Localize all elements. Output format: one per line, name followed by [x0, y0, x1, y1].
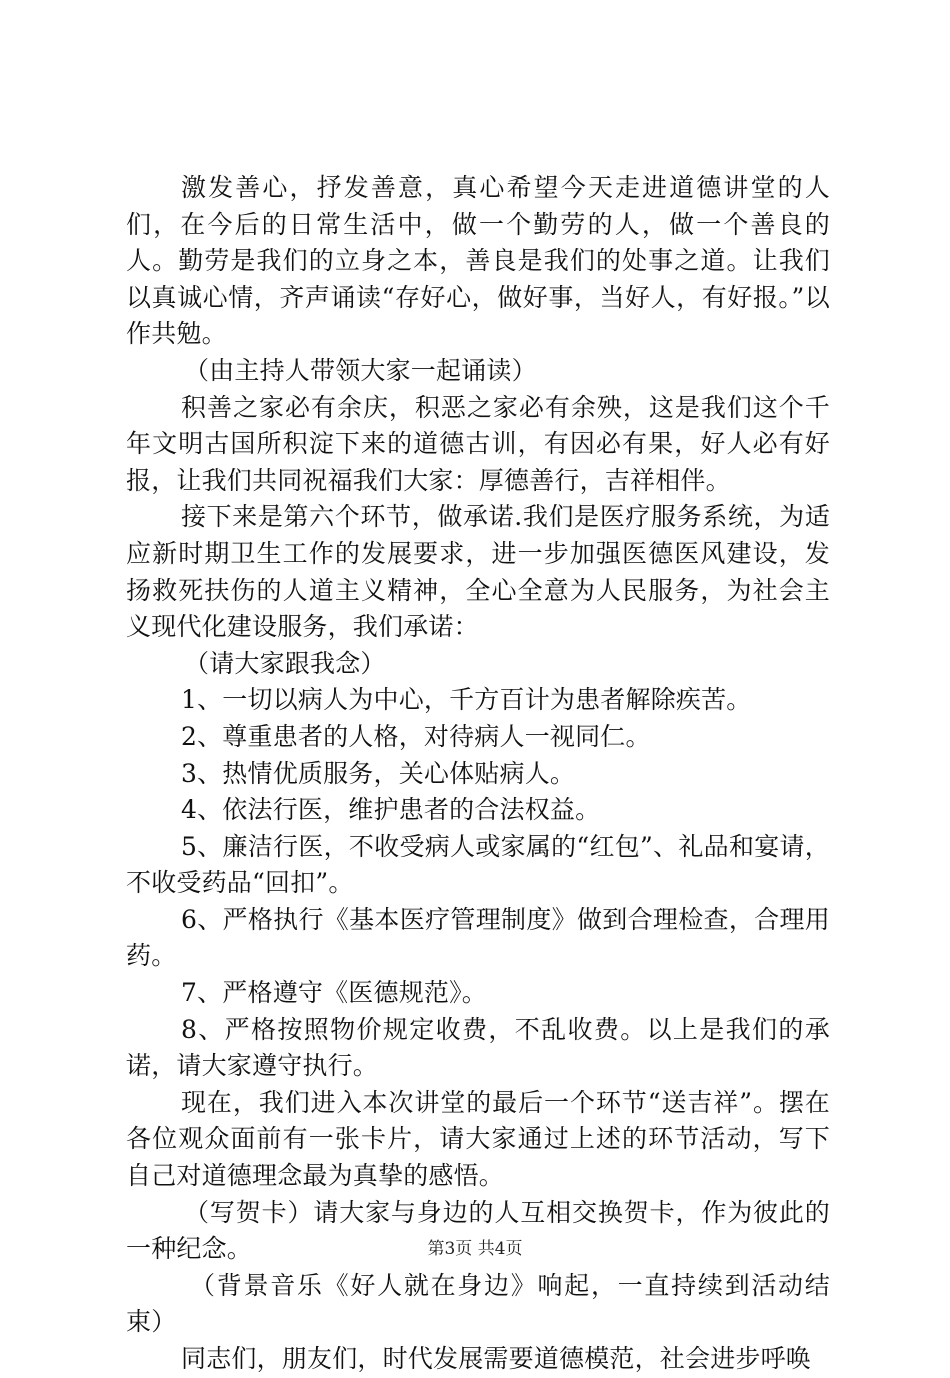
- pledge-item-2: 2、尊重患者的人格，对待病人一视同仁。: [181, 721, 651, 751]
- pledge-item-7: 7、严格遵守《医德规范》。: [181, 978, 488, 1008]
- pledge-item-8: 8、严格按照物价规定收费，不乱收费。以上是我们的承诺，请大家遵守执行。: [126, 1014, 830, 1081]
- paragraph-host-leads-reading: （由主持人带领大家一起诵读）: [184, 355, 537, 385]
- pledge-item-1: 1、一切以病人为中心，千方百计为患者解除疾苦。: [181, 685, 752, 715]
- pledge-item-3: 3、热情优质服务，关心体贴病人。: [181, 758, 576, 788]
- paragraph-background-music: （背景音乐《好人就在身边》响起，一直持续到活动结束）: [126, 1270, 830, 1337]
- paragraph-final-section: 现在，我们进入本次讲堂的最后一个环节“送吉祥”。摆在各位观众面前有一张卡片，请大家通过上述的环节活动，写下自己对道德理念最为真挚的感悟。: [126, 1087, 830, 1191]
- pledge-item-6: 6、严格执行《基本医疗管理制度》做到合理检查，合理用药。: [126, 904, 830, 971]
- page-number-footer: 第3页 共4页: [427, 1239, 523, 1259]
- paragraph-exchange-cards: （写贺卡）请大家与身边的人互相交换贺卡，作为彼此的一种纪念。: [126, 1197, 830, 1264]
- paragraph-sixth-section-pledge: 接下来是第六个环节，做承诺.我们是医疗服务系统，为适应新时期卫生工作的发展要求，进一步加强医德医风建设，发扬救死扶伤的人道主义精神，全心全意为人民服务，为社会主义现代化建设服务，我们承诺：: [126, 502, 830, 642]
- document-body: [126, 170, 830, 1378]
- pledge-item-5: 5、廉洁行医，不收受病人或家属的“红包”、礼品和宴请，不收受药品“回扣”。: [126, 831, 830, 898]
- paragraph-comrades-friends: 同志们，朋友们，时代发展需要道德模范，社会进步呼唤: [181, 1344, 812, 1373]
- paragraph-encourage-kindness: 激发善心，抒发善意，真心希望今天走进道德讲堂的人们，在今后的日常生活中，做一个勤劳的人，做一个善良的人。勤劳是我们的立身之本，善良是我们的处事之道。让我们以真诚心情，齐声诵读“存好心，做好事，当好人，有好报。”以作共勉。: [126, 173, 830, 349]
- paragraph-ancient-proverb: 积善之家必有余庆，积恶之家必有余殃，这是我们这个千年文明古国所积淀下来的道德古训，有因必有果，好人必有好报，让我们共同祝福我们大家：厚德善行，吉祥相伴。: [126, 392, 830, 495]
- paragraph-repeat-after-me: （请大家跟我念）: [184, 648, 386, 678]
- pledge-item-4: 4、依法行医，维护患者的合法权益。: [181, 795, 601, 825]
